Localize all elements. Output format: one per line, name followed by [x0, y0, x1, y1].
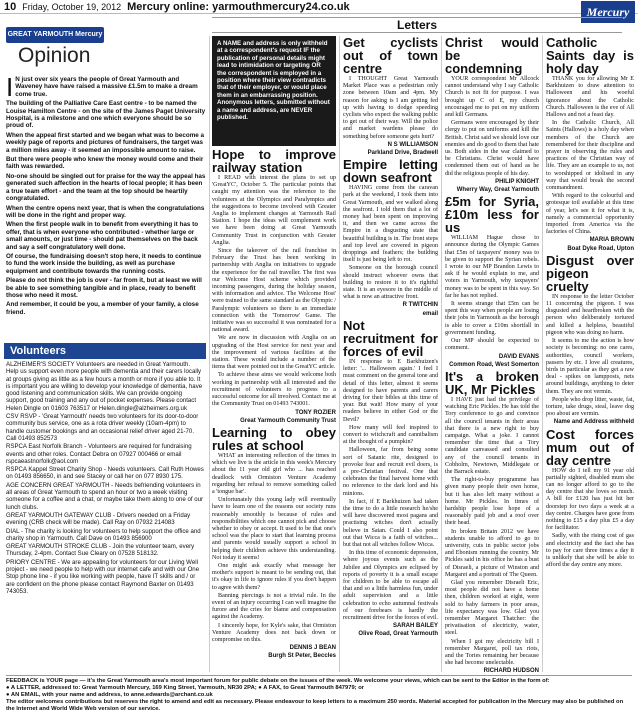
mercury-opinion-logo: GREAT YARMOUTH Mercury [6, 27, 104, 43]
volunteer-item: AGE CONCERN GREAT YARMOUTH - Needs befriending volunteers in all areas of Great Yarmouth to spend an hour or two a week visiting someone for a coffee and a chat, or maybe take them along to one of our lunch clubs. [6, 481, 204, 511]
letter-location: Wherry Way, Great Yarmouth [456, 187, 539, 194]
opinion-para: No-one should be singled out for praise for the way the appeal has generated such affection in the hearts of local people; it has been a true team effort - and the team at the top should be heartily congratulated. [6, 172, 206, 203]
volunteer-item: DIAL - The charity is looking for volunteers to help support the office and charity shop in Yarmouth. Call Dave on 01493 856900 [6, 527, 201, 542]
volunteer-item: RSPCA Kappel Street Charity Shop - Needs volunteers. Call Ruth Howes on 01493 856650, in and see Stacey or call her on 077 8930 175. [6, 466, 204, 481]
letter: £5m for Syria, £10m less for us WILLIAM Hague chose to announce during the Olympic Games that £5m of taxpayers' money was to be given to support the Syrian rebels. I wrote to our MP Brandon Lewis to ask if he would explain to me, and voters in Yarmouth, why taxpayers' money was to be spent in this way. So far he has not replied. It seems strange that £5m can be spent this way when people are losing their jobs in Yarmouth as the borough is able to cover a £10m shortfall in government funding. Our MP should be expected to comment. DAVID EVANS Common Road, West Somerton [445, 194, 539, 368]
opinion-body [6, 76, 206, 336]
letter: Learning to obey rules at school WHAT an interesting reflection of the times in which we live is the article in this week's Mercury about the 11 year old girl who ... has reached deadlock with Ormiston Venture Academy regarding her refusal to remove something called a 'tongue bar'. Unfortunately this young lady will eventually have to learn one of the reasons our society runs reasonably smoothly is because of rules and responsibilities which one cannot pick and choose whether to obey or accept. It used to be that one's school was the place to start that learning process and parents would usually support a school in helping their children achieve this understanding. Not today it seems! One might ask exactly what message her mother's support is meant to be sending out, that it's okay in life to ignore rules if you don't happen to agree with them? Banning piercings is not a trivial rule. In the event of an injury occurring I can well imagine the furore and the cries for blame and compensation against the Academy. I sincerely hope, for Kyle's sake, that Ormiston Venture Academy does not back down or compromise on this. DENNIS J BEAN Burgh St Peter, Beccles [212, 424, 336, 660]
letter: Christ would be condemning YOUR correspondent Mr Allcock cannot understand why I say Catholic Church is not fit for purpose. I was brought up C of E, my church encouraged me to put on my uniform and kill Germans. Germans were encouraged by their clergy to put on uniforms and kill the British. Christ said we should love our enemies and do good to them that hate us. Both sides in the war claimed to be Christians. Christ would have condemned them out of hand as he did the religious people of his day. PHILIP KNIGHT Wherry Way, Great Yarmouth [445, 36, 539, 194]
opinion-title: Opinion [18, 44, 91, 67]
issue-date: Friday, October 19, 2012 [22, 1, 122, 12]
letter-signature: MARIA BROWN [589, 237, 634, 244]
letter-location: Olive Road, Great Yarmouth [358, 631, 438, 638]
letter: Not recruitment for forces of evil IN response to E Barkhuizen's letter: '... Halloween again.' I feel I must comment on the general tone and detail of this letter, almost it seems designed to have parents and carers driving for their bibles at this time of year. But wait! How many of your readers believe in either God or the Devil? How many will feel inspired to convert to witchcraft and cannibalism at the thought of a pumpkin? Halloween, far from being some sort of Satanic rite, designed to provoke fear and recruit evil doers, is a pre-Christian festival. One that celebrates the final harvest home with no reference to the dark lord and his minions. In fact, if E Barkhuizen had taken the time to do a little research he/she will have discovered most pagans and practising witches don't actually believe in Satan. Could I also point out that Wicca is a faith of witches... but that not all witches follow Wicca. In this time of economic depression, where joyous events such as the Jubilee and Olympics are eclipsed by reports of poverty it is a small escape for children to be able to escape all that and so a little harmless fun, under adult supervision and a little celebration to echo autumnal festivals of our forebears is hardly the recruitment drive for the forces of evil. SARAH BAILEY Olive Road, Great Yarmouth [343, 317, 438, 638]
opinion-para: The building of the Palliative Care East centre - to be named the Louise Hamilton Centre - on the site of the James Paget University Hospital, is a milestone and one which everyone should be so proud of. [6, 100, 206, 130]
footer-email: ● AN EMAIL, with your name and address, to anne.edwards@archant.co.uk [6, 692, 213, 698]
volunteer-item: CSV RSVP - 'Great Yarmouth' needs two volunteers for its door-to-door community bus service, one as a rota driver weekly (10am-4pm) to handle customer bookings and an occasional relief driver aged 21-70. Call 01493 852573 [6, 413, 199, 442]
letter-signature: PHILIP KNIGHT [495, 178, 539, 185]
letter: Empire letting down seafront HAVING come from the caravan park at the weekend, I took them into Great Yarmouth, and we walked along the seafront. I told them that a lot of money had been spent on improving it, and then we came across the Empire in a disgusting state that beautiful building is in. The front steps and top level are covered in pigeon droppings and feathers; the building itself is just being left to rot. Someone on the borough council should instruct whoever owns that building to restore it to it's rightful state. It is an eyesore in the middle of what is now an attractive front. R TWITCHIN email [343, 157, 438, 317]
letter-headline: £5m for Syria, £10m less for us [445, 194, 539, 236]
volunteer-item: PRIORY CENTRE - We are appealing for volunteers for our Living Well project - we need people to help with our internet cafe and with our One Stop phone line - if you like working with people, have IT skills and / or are confident on the phone please contact Raymond Baxter on 01493 743053. [6, 558, 200, 595]
letter-location: Common Road, West Somerton [449, 361, 539, 368]
opinion-para: When the centre opens next year, that is when the congratulations will be done in the right and proper way. [6, 204, 205, 219]
opinion-para: When the first people walk in to benefit from everything it has to offer, that is when everyone who contributed - whether large or small amounts, or just time - should pat themselves on the back and say a self congratulatory well done. [6, 221, 199, 251]
letters-column-1 [212, 148, 336, 673]
volunteers-heading: Volunteers [4, 343, 206, 359]
letter-signature: TONY ROZIER [295, 409, 336, 416]
letter: It's a broken UK, Mr Pickles I HAVE just had the privilege of watching Eric Pickles. He has told the Tory conference to go and convince all the council tenants in their areas that there is a new right to buy campaign. What a joke. I cannot remember the time that a Tory candidate canvassed and consulted any of the council tenants in Cobholm, Newtown, Middlegate or the Barrack estate. The right-to-buy programme has given many people their own home, but it has also left many without a home. Mr Pickles. In times of hardship people lose hope of a reasonably paid job and a roof over their head. In broken Britain 2012 we have students unable to afford to go to university, cuts in public sector jobs and Ebonism running the country. Mr Pickles said in his office he has a bust of Disraeli, a picture of Winston and Margaret and a portrait of The Queen. Glad you remember Disraeli Eric, most people did not have a home then, children worked at eight, were sold to baby farmers in poor areas, life expectancy was low. Glad you remember Margaret Thatcher: the privatisation of electricity, water, steel. When I got my electricity bill I remember Margaret, poll tax riots, and the Tories remaining her because she had become unelectable. RICHARD HUDSON [445, 370, 539, 673]
letter-signature: SARAH BAILEY [392, 623, 438, 630]
letter-headline: Cost forces mum out of day centre [546, 426, 634, 468]
anonymity-notice: A NAME and address is only withheld at a correspondent's request IF the publication of personal details might lead to intimidation or targeting OR the correspondent is employed in a position where their view contradicts that of their employer, or would place them in an embarrassing position. Anonymous letters, submitted without a name and address, are NEVER published. [212, 36, 336, 146]
footer-line: ● A LETTER, addressed to: Great Yarmouth Mercury, 169 King Street, Yarmouth, NR30 2PA; ● A FAX, to Great Yarmouth 847979; or [6, 685, 365, 691]
letter-location: Parkland Drive, Bradwell [367, 150, 438, 157]
letter-headline: Learning to obey rules at school [212, 424, 336, 453]
letter-headline: Disgust over pigeon cruelty [546, 252, 634, 294]
opinion-para: But there were people who knew the money would come and their faith was rewarded. [6, 156, 204, 171]
opinion-para: When the appeal first started and we began what was to become a weekly page of reports and pictures of fundraisers, the target was a million miles away - it seemed an impossible amount to raise. [6, 131, 205, 154]
volunteer-item: ALZHEIMER'S SOCIETY Volunteers are needed in Great Yarmouth. Help us support even more people with dementia and their carers locally at groups giving as little as a few hours a month or more if you able to. It is important you are willing to develop your knowledge of dementia, have good listening and communication skills. We can provide ongoing support, good training and any out of pocket expenses. Please contact Helen Dingle on 01603 763517 or Helen.dingle@alzheimers.org.uk [6, 361, 203, 412]
letter-signature: DAVID EVANS [498, 353, 539, 360]
volunteer-item: GREAT YARMOUTH STROKE CLUB - Join the volunteer team, every Thursday, 2-4pm. Contact Sue Cleary on 07528 518132. [6, 543, 195, 558]
feedback-footer [6, 675, 632, 712]
letter-headline: It's a broken UK, Mr Pickles [445, 368, 539, 397]
letter-signature: DENNIS J BEAN [289, 645, 336, 652]
letter-location: Burgh St Peter, Beccles [268, 653, 336, 660]
letter: Cost forces mum out of day centre HOW do I tell my 91 year old partially sighted, disabled mum she can no longer afford to go to the day centre that she loves so much. A bill for £120 has just hit her doorstep for two days a week at a day centre. Charges have gone from nothing to £15 a day plus £5 a day for facilitator. Sadly, with the rising cost of gas and electricity and the fact she has to pay for care three times a day it is unlikely that she will be able to afford the day centre any more. [546, 426, 634, 569]
letter-headline: Catholic Saints day is holy day [546, 36, 634, 76]
letter-location: email [422, 310, 438, 317]
letters-column-3 [445, 36, 539, 673]
letter-location: Name and Address withheld [553, 419, 634, 426]
site-url: Mercury online: yarmouthmercury24.co.uk [127, 0, 350, 13]
opinion-para: And remember, it could be you, a member of your family, a close friend. [6, 301, 199, 316]
letter-signature: R TWITCHIN [402, 302, 438, 309]
footer-line: The editor welcomes contributions but reserves the right to amend and edit as necessary. Please endeavour to keep letters to a maximum 250 words. Material accepted for publication in the Mercury may also be published on the Internet and World Wide Web version of our service. [6, 699, 624, 712]
letter: Hope to improve railway station I READ with interest the plans to set up 'GreatYC', October 5. The particular points that caught my attention was the reference to the volunteers at the Olympics and Paralympics and the suggestions to become involved with Greater Anglia to implement changes at Yarmouth Rail Station. I hope the ideas will complement work we have been doing at Great Yarmouth Community Trust in conjunction with Greater Anglia. Since the takeover of the rail franchise in February the Trust has been working in partnership with Anglia on initiatives to upgrade the experience for the rail traveller. The first was our Welcome Host scheme which provided incoming passengers, during the holiday season, with information and advice. The Welcome Host' were trained to the same standard as the Olympic / Paralympic volunteers so there is an immediate connection with the 'Tomorrow' Game. The initiative was so successful it was nominated for a national award. We are now in discussion with Anglia on an upgrading of the Host service for next year and the improvement of various facilities at the station. These would include a number of the items that were pointed out in the GreatYC article. To achieve these aims we would welcome both working in partnership with all interested and the recruitment of volunteers to progress to a successful outcome for all involved. Contact me at the Community Trust on 01493 743001. TONY ROZIER Great Yarmouth Community Trust [212, 148, 336, 424]
opinion-para: I N just over six years the people of Great Yarmouth and Waveney have have raised a massive £1.5m to make a dream come true. [6, 76, 198, 102]
letter-headline: Get cyclists out of town centre [343, 36, 438, 76]
letter-headline: Hope to improve railway station [212, 148, 336, 175]
volunteer-item: GREAT YARMOUTH GATEWAY CLUB - Drivers needed on a Friday evening (CRB check will be made). Call Ray on 07932 214083 [6, 511, 191, 527]
letter-location: Great Yarmouth Community Trust [240, 417, 336, 424]
letters-column-2 [343, 36, 438, 673]
letter-location: Boat Dyke Road, Upton [567, 245, 634, 252]
letters-column-4 [546, 36, 634, 673]
page-header [0, 0, 638, 14]
volunteers-body [6, 361, 204, 669]
page-number: 10 [4, 0, 17, 13]
letter-headline: Not recruitment for forces of evil [343, 317, 438, 359]
volunteer-item: RSPCA East Norfolk Branch - Volunteers are required for fundraising events and other roles. Contact Debra on 07927 000466 or email rspcaeastnorfolk@aol.com [6, 443, 192, 465]
opinion-para: Please do not think the job is over - far from it, but at least we will be able to see something tangible and in place, ready to benefit those who need it most. [6, 277, 202, 299]
letter-signature: RICHARD HUDSON [483, 668, 539, 673]
drop-cap: I [6, 76, 14, 102]
letter-headline: Empire letting down seafront [343, 157, 438, 186]
footer-line: FEEDBACK is YOUR page — it's the Great Yarmouth area's most important forum for public debate on the issues of the week. We welcome your views, which can be sent to the Editor in the form of: [6, 678, 550, 684]
letter-headline: Christ would be condemning [445, 36, 539, 76]
opinion-para: Of course, the fundraising doesn't stop here, it needs to continue to fund the work inside the building, as well as purchase equipment and contribute towards the running costs. [6, 252, 202, 275]
letter: Disgust over pigeon cruelty IN response to the letter October 11 concerning the pigeon. I was disgusted and heartbroken with the person who deliberately tortured and killed a helpless, beautiful pigeon who was doing no harm. It seems to me the action is how society is becoming: no one cares, authorities, council workers, passers by etc. I love all creatures, birds in particular as they get a raw deal - spikes on lampposts, nets around buildings, anything to deter them. They are not vermin. People who drop litter, waste, fat, torture, take drugs, steal, leave dog poo about are vermin. Name and Address withheld [546, 252, 634, 426]
mercury-logo: Mercury [581, 1, 635, 23]
letter: Catholic Saints day is holy day THANK you for allowing Mr E Barkhuizen to draw attention to Halloween and his woeful ignorance about the Catholic Church. Halloween is the eve of All Hallows and not a feast day. In the Catholic Church, All Saints (Hallows) is a holy day when members of the Church are remembered for their discipline and prayer in observing the rules and practices of the Christian way of life. They are an example to us, not to worshipped or idolised in any way that would break the second commandment. With regard to the colourful and grotesque toil available at this time of year, let's see it for what it is, namely a commercial opportunity imported from America via the factories of China. MARIA BROWN Boat Dyke Road, Upton [546, 36, 634, 252]
section-title: Letters [212, 17, 622, 33]
letter-signature: N S WILLIAMSON [387, 141, 438, 148]
letter: Get cyclists out of town centre I THOUGHT Great Yarmouth Market Place was a pedestrian only zone between 10am and 4pm. My reason for asking is I am getting fed up with having to dodge speeding cyclists who expect the walking public to get out of their way. Will the police and market wardens please do something before someone gets hurt? N S WILLIAMSON Parkland Drive, Bradwell [343, 36, 438, 157]
